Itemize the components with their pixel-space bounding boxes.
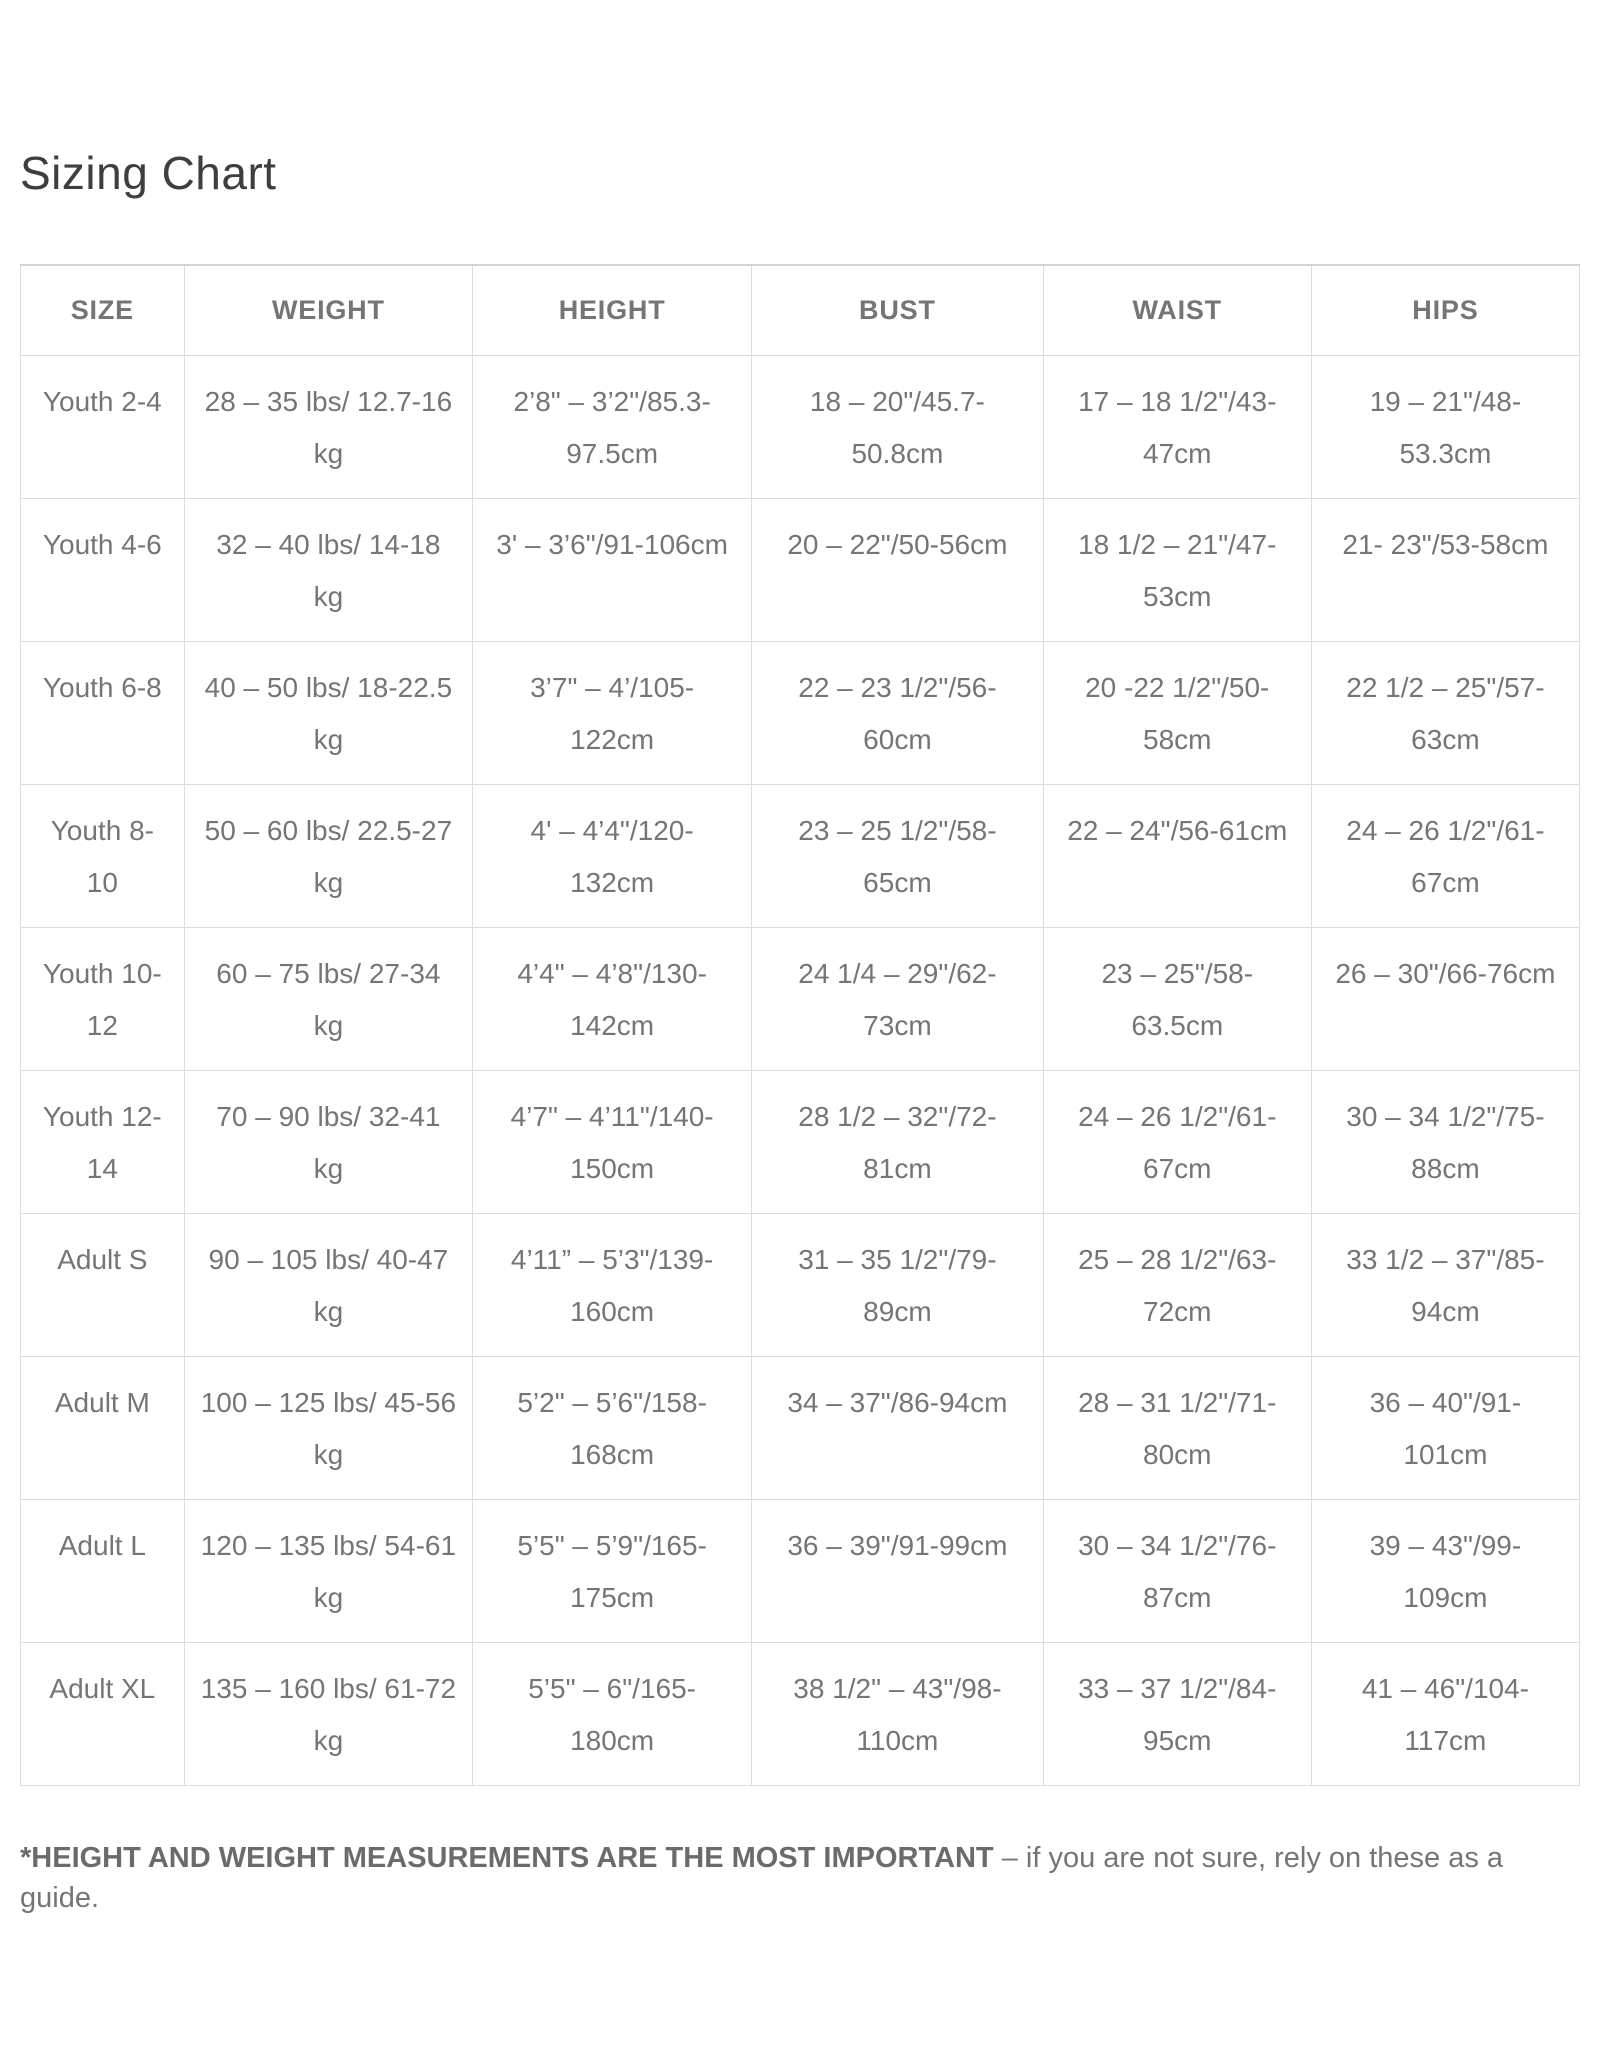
table-row (21, 498, 1580, 641)
cell-size: Adult M (21, 1356, 185, 1499)
cell-bust: 24 1/4 – 29"/62-73cm (752, 927, 1044, 1070)
cell-hips: 39 – 43"/99-109cm (1311, 1499, 1579, 1642)
cell-bust: 38 1/2" – 43"/98-110cm (752, 1642, 1044, 1785)
table-row (21, 641, 1580, 784)
table-row (21, 1356, 1580, 1499)
cell-weight: 50 – 60 lbs/ 22.5-27 kg (184, 784, 472, 927)
cell-height: 5’5" – 6"/165-180cm (473, 1642, 752, 1785)
cell-bust: 22 – 23 1/2"/56-60cm (752, 641, 1044, 784)
cell-weight: 28 – 35 lbs/ 12.7-16 kg (184, 355, 472, 498)
column-header-waist: WAIST (1043, 265, 1311, 355)
cell-waist: 28 – 31 1/2"/71-80cm (1043, 1356, 1311, 1499)
cell-waist: 30 – 34 1/2"/76-87cm (1043, 1499, 1311, 1642)
cell-waist: 25 – 28 1/2"/63-72cm (1043, 1213, 1311, 1356)
footnote-bold-text: *HEIGHT AND WEIGHT MEASUREMENTS ARE THE MOST IMPORTANT (20, 1841, 994, 1874)
cell-weight: 135 – 160 lbs/ 61-72 kg (184, 1642, 472, 1785)
cell-height: 5’2" – 5’6"/158-168cm (473, 1356, 752, 1499)
cell-size: Youth 4-6 (21, 498, 185, 641)
cell-size: Youth 6-8 (21, 641, 185, 784)
table-row (21, 927, 1580, 1070)
cell-size: Youth 8-10 (21, 784, 185, 927)
cell-weight: 60 – 75 lbs/ 27-34 kg (184, 927, 472, 1070)
cell-height: 4’11” – 5’3"/139-160cm (473, 1213, 752, 1356)
cell-waist: 20 -22 1/2"/50-58cm (1043, 641, 1311, 784)
cell-waist: 17 – 18 1/2"/43-47cm (1043, 355, 1311, 498)
table-row (21, 1213, 1580, 1356)
cell-weight: 120 – 135 lbs/ 54-61 kg (184, 1499, 472, 1642)
cell-weight: 70 – 90 lbs/ 32-41 kg (184, 1070, 472, 1213)
cell-weight: 40 – 50 lbs/ 18-22.5 kg (184, 641, 472, 784)
cell-size: Adult S (21, 1213, 185, 1356)
column-header-bust: BUST (752, 265, 1044, 355)
cell-bust: 28 1/2 – 32"/72-81cm (752, 1070, 1044, 1213)
cell-height: 3' – 3’6"/91-106cm (473, 498, 752, 641)
cell-height: 4' – 4’4"/120-132cm (473, 784, 752, 927)
cell-weight: 90 – 105 lbs/ 40-47 kg (184, 1213, 472, 1356)
cell-height: 4’7" – 4’11"/140-150cm (473, 1070, 752, 1213)
cell-size: Youth 10-12 (21, 927, 185, 1070)
cell-waist: 33 – 37 1/2"/84-95cm (1043, 1642, 1311, 1785)
cell-hips: 33 1/2 – 37"/85-94cm (1311, 1213, 1579, 1356)
cell-hips: 21- 23"/53-58cm (1311, 498, 1579, 641)
cell-bust: 34 – 37"/86-94cm (752, 1356, 1044, 1499)
cell-waist: 22 – 24"/56-61cm (1043, 784, 1311, 927)
cell-bust: 23 – 25 1/2"/58-65cm (752, 784, 1044, 927)
column-header-size: SIZE (21, 265, 185, 355)
cell-size: Youth 2-4 (21, 355, 185, 498)
footnote-regular-text: – if you are not sure, rely on these as a guide. (20, 1841, 1504, 1914)
cell-hips: 41 – 46"/104-117cm (1311, 1642, 1579, 1785)
cell-height: 3’7" – 4’/105-122cm (473, 641, 752, 784)
page-title: Sizing Chart (20, 147, 277, 199)
sizing-table-body (21, 355, 1580, 1785)
cell-waist: 24 – 26 1/2"/61-67cm (1043, 1070, 1311, 1213)
cell-height: 4’4" – 4’8"/130-142cm (473, 927, 752, 1070)
table-row (21, 784, 1580, 927)
cell-height: 2’8" – 3’2"/85.3-97.5cm (473, 355, 752, 498)
cell-bust: 31 – 35 1/2"/79-89cm (752, 1213, 1044, 1356)
column-header-hips: HIPS (1311, 265, 1579, 355)
cell-hips: 24 – 26 1/2"/61-67cm (1311, 784, 1579, 927)
cell-hips: 22 1/2 – 25"/57-63cm (1311, 641, 1579, 784)
footnote (20, 1838, 1580, 1918)
cell-size: Youth 12-14 (21, 1070, 185, 1213)
table-row (21, 1499, 1580, 1642)
table-row (21, 1070, 1580, 1213)
cell-size: Adult L (21, 1499, 185, 1642)
cell-weight: 100 – 125 lbs/ 45-56 kg (184, 1356, 472, 1499)
cell-weight: 32 – 40 lbs/ 14-18 kg (184, 498, 472, 641)
sizing-table (20, 264, 1580, 1786)
table-row (21, 1642, 1580, 1785)
cell-hips: 36 – 40"/91-101cm (1311, 1356, 1579, 1499)
cell-hips: 19 – 21"/48-53.3cm (1311, 355, 1579, 498)
cell-hips: 30 – 34 1/2"/75-88cm (1311, 1070, 1579, 1213)
table-row (21, 355, 1580, 498)
column-header-height: HEIGHT (473, 265, 752, 355)
cell-waist: 23 – 25"/58-63.5cm (1043, 927, 1311, 1070)
cell-waist: 18 1/2 – 21"/47-53cm (1043, 498, 1311, 641)
cell-size: Adult XL (21, 1642, 185, 1785)
cell-hips: 26 – 30"/66-76cm (1311, 927, 1579, 1070)
cell-bust: 18 – 20"/45.7-50.8cm (752, 355, 1044, 498)
cell-bust: 36 – 39"/91-99cm (752, 1499, 1044, 1642)
table-header-row (21, 265, 1580, 355)
column-header-weight: WEIGHT (184, 265, 472, 355)
cell-height: 5’5" – 5’9"/165-175cm (473, 1499, 752, 1642)
cell-bust: 20 – 22"/50-56cm (752, 498, 1044, 641)
